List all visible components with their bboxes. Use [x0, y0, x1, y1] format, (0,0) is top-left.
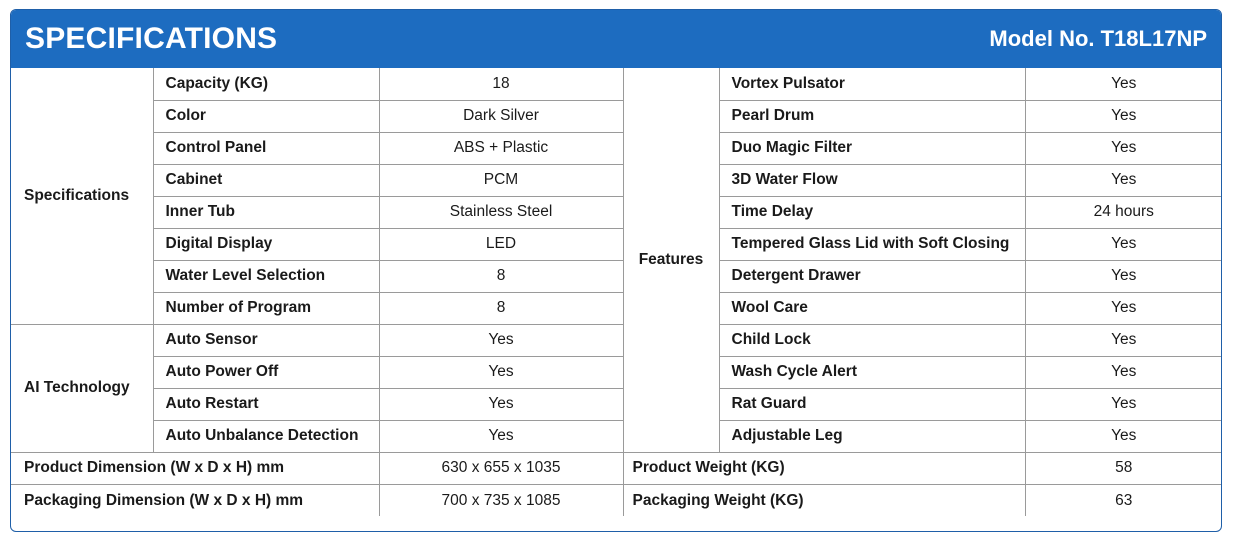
- group-specifications: Specifications: [11, 68, 153, 324]
- dimension-value: 630 x 655 x 1035: [379, 452, 623, 484]
- feature-value: Yes: [1025, 324, 1222, 356]
- feature-label: Child Lock: [719, 324, 1025, 356]
- spec-label: Auto Restart: [153, 388, 379, 420]
- spec-value: Yes: [379, 356, 623, 388]
- group-features: Features: [623, 68, 719, 452]
- table-row: [11, 324, 1222, 356]
- feature-label: Time Delay: [719, 196, 1025, 228]
- table-row: [11, 356, 1222, 388]
- spec-label: Cabinet: [153, 164, 379, 196]
- feature-label: Vortex Pulsator: [719, 68, 1025, 100]
- feature-label: Duo Magic Filter: [719, 132, 1025, 164]
- feature-label: Detergent Drawer: [719, 260, 1025, 292]
- feature-label: Tempered Glass Lid with Soft Closing: [719, 228, 1025, 260]
- spec-label: Capacity (KG): [153, 68, 379, 100]
- feature-label: Adjustable Leg: [719, 420, 1025, 452]
- spec-value: Yes: [379, 388, 623, 420]
- weight-value: 58: [1025, 452, 1222, 484]
- spec-value: ABS + Plastic: [379, 132, 623, 164]
- table-row: [11, 228, 1222, 260]
- spec-value: PCM: [379, 164, 623, 196]
- spec-label: Auto Sensor: [153, 324, 379, 356]
- weight-value: 63: [1025, 484, 1222, 516]
- table-row: [11, 68, 1222, 100]
- spec-value: Yes: [379, 420, 623, 452]
- feature-value: 24 hours: [1025, 196, 1222, 228]
- table-row: [11, 164, 1222, 196]
- feature-value: Yes: [1025, 228, 1222, 260]
- table-row: [11, 420, 1222, 452]
- feature-value: Yes: [1025, 68, 1222, 100]
- feature-value: Yes: [1025, 164, 1222, 196]
- table-row: [11, 292, 1222, 324]
- feature-label: Pearl Drum: [719, 100, 1025, 132]
- header-bar: [11, 10, 1221, 68]
- spec-value: Yes: [379, 324, 623, 356]
- table-row: [11, 484, 1222, 516]
- feature-label: Wool Care: [719, 292, 1025, 324]
- spec-label: Water Level Selection: [153, 260, 379, 292]
- group-ai-technology: AI Technology: [11, 324, 153, 452]
- spec-label: Digital Display: [153, 228, 379, 260]
- spec-card: [10, 9, 1222, 532]
- dimension-value: 700 x 735 x 1085: [379, 484, 623, 516]
- spec-label: Control Panel: [153, 132, 379, 164]
- dimension-label: Product Dimension (W x D x H) mm: [11, 452, 379, 484]
- table-row: [11, 132, 1222, 164]
- dimension-label: Packaging Dimension (W x D x H) mm: [11, 484, 379, 516]
- table-row: [11, 196, 1222, 228]
- spec-value: 8: [379, 260, 623, 292]
- spec-value: 18: [379, 68, 623, 100]
- feature-value: Yes: [1025, 292, 1222, 324]
- feature-value: Yes: [1025, 388, 1222, 420]
- weight-label: Packaging Weight (KG): [623, 484, 1025, 516]
- feature-value: Yes: [1025, 100, 1222, 132]
- model-number: Model No. T18L17NP: [989, 26, 1207, 51]
- feature-value: Yes: [1025, 260, 1222, 292]
- feature-label: Rat Guard: [719, 388, 1025, 420]
- feature-label: Wash Cycle Alert: [719, 356, 1025, 388]
- spec-label: Auto Power Off: [153, 356, 379, 388]
- table-row: [11, 388, 1222, 420]
- weight-label: Product Weight (KG): [623, 452, 1025, 484]
- feature-value: Yes: [1025, 356, 1222, 388]
- spec-label: Inner Tub: [153, 196, 379, 228]
- feature-value: Yes: [1025, 132, 1222, 164]
- feature-value: Yes: [1025, 420, 1222, 452]
- feature-label: 3D Water Flow: [719, 164, 1025, 196]
- page-title: SPECIFICATIONS: [25, 22, 278, 55]
- table-row: [11, 100, 1222, 132]
- spec-value: Stainless Steel: [379, 196, 623, 228]
- spec-label: Color: [153, 100, 379, 132]
- table-row: [11, 260, 1222, 292]
- spec-table: [11, 68, 1222, 516]
- spec-value: 8: [379, 292, 623, 324]
- spec-label: Number of Program: [153, 292, 379, 324]
- table-row: [11, 452, 1222, 484]
- spec-label: Auto Unbalance Detection: [153, 420, 379, 452]
- spec-value: LED: [379, 228, 623, 260]
- spec-value: Dark Silver: [379, 100, 623, 132]
